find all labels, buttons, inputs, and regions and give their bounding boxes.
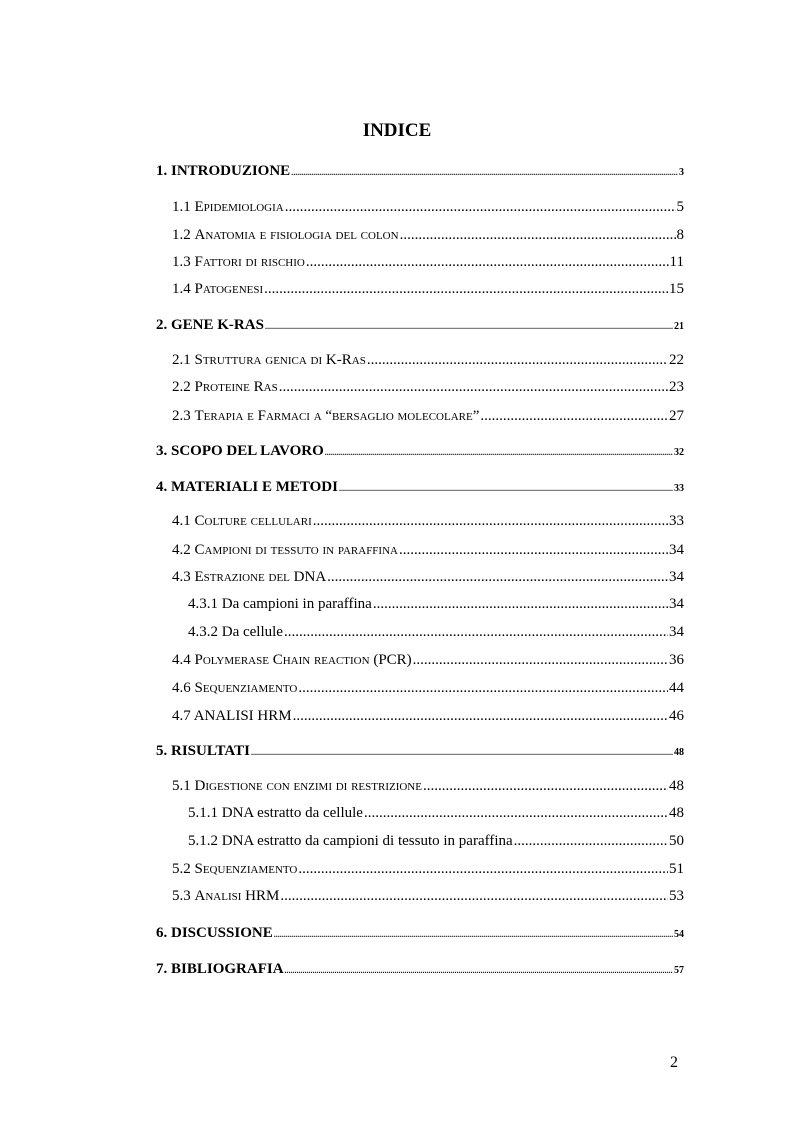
toc-page-number: 34 xyxy=(669,624,684,640)
toc-entry-5-3[interactable] xyxy=(172,886,684,906)
toc-leader-dots xyxy=(298,859,668,879)
toc-leader-dots xyxy=(285,961,673,981)
toc-entry-2-2[interactable] xyxy=(172,377,684,397)
toc-leader-dots xyxy=(274,925,673,945)
toc-leader-dots xyxy=(327,567,668,587)
toc-page-number: 33 xyxy=(669,513,684,529)
toc-entry-2-3[interactable] xyxy=(172,406,684,426)
toc-leader-dots xyxy=(306,252,669,272)
toc-leader-dots xyxy=(339,479,673,499)
toc-page-number: 34 xyxy=(669,596,684,612)
toc-leader-dots xyxy=(291,163,678,183)
toc-entry-label: 5.1.1 DNA estratto da cellule xyxy=(188,805,363,821)
toc-entry-label: 1. INTRODUZIONE xyxy=(156,163,291,179)
toc-leader-dots xyxy=(514,831,668,851)
toc-page-number: 46 xyxy=(669,708,684,724)
toc-leader-dots xyxy=(400,225,676,245)
toc-leader-dots xyxy=(480,406,668,426)
toc-page-number: 48 xyxy=(674,747,684,758)
toc-page-number: 15 xyxy=(669,281,684,297)
toc-leader-dots xyxy=(251,743,673,763)
toc-entry-label: 7. BIBLIOGRAFIA xyxy=(156,961,284,977)
toc-entry-label: 4.2 Campioni di tessuto in paraffina xyxy=(172,542,398,558)
toc-leader-dots xyxy=(284,622,668,642)
toc-entry-6[interactable] xyxy=(156,923,684,945)
toc-leader-dots xyxy=(279,377,668,397)
toc-leader-dots xyxy=(285,197,676,217)
toc-page-number: 48 xyxy=(669,805,684,821)
toc-entry-label: 2.1 Struttura genica di K-Ras xyxy=(172,352,366,368)
toc-entry-label: 4.3 Estrazione del DNA xyxy=(172,569,327,585)
toc-entry-5-1-2[interactable] xyxy=(188,831,684,851)
toc-leader-dots xyxy=(373,594,668,614)
toc-entry-4-7[interactable] xyxy=(172,706,684,726)
toc-entry-label: 1.4 Patogenesi xyxy=(172,281,264,297)
toc-entry-label: 5.2 Sequenziamento xyxy=(172,861,298,877)
toc-page-number: 5 xyxy=(676,199,684,215)
toc-entry-2-1[interactable] xyxy=(172,350,684,370)
toc-leader-dots xyxy=(399,540,668,560)
toc-page-number: 44 xyxy=(669,680,684,696)
toc-entry-3[interactable] xyxy=(156,441,684,463)
toc-entry-label: 4.4 Polymerase Chain reaction (PCR) xyxy=(172,652,412,668)
toc-entry-4-3-1[interactable] xyxy=(188,594,684,614)
toc-title: INDICE xyxy=(362,120,432,141)
toc-entry-label: 5.1 Digestione con enzimi di restrizione xyxy=(172,778,422,794)
toc-entry-5-1-1[interactable] xyxy=(188,803,684,823)
toc-entry-4[interactable] xyxy=(156,477,684,499)
toc-leader-dots xyxy=(423,776,668,796)
toc-entry-label: 3. SCOPO DEL LAVORO xyxy=(156,443,324,459)
toc-entry-label: 4.3.1 Da campioni in paraffina xyxy=(188,596,372,612)
toc-page-number: 27 xyxy=(669,408,684,424)
toc-entry-1-2[interactable] xyxy=(172,225,684,245)
toc-entry-2[interactable] xyxy=(156,315,684,337)
toc-page-number: 3 xyxy=(679,167,684,178)
toc-entry-1-3[interactable] xyxy=(172,252,684,272)
toc-page-number: 11 xyxy=(669,254,684,270)
toc-entry-label: 5. RISULTATI xyxy=(156,743,250,759)
toc-leader-dots xyxy=(265,317,673,337)
toc-leader-dots xyxy=(298,678,668,698)
toc-entry-5[interactable] xyxy=(156,741,684,763)
toc-entry-4-6[interactable] xyxy=(172,678,684,698)
toc-entry-label: 5.1.2 DNA estratto da campioni di tessuto in paraffina xyxy=(188,833,513,849)
toc-leader-dots xyxy=(364,803,668,823)
toc-entry-label: 4.3.2 Da cellule xyxy=(188,624,283,640)
toc-page-number: 54 xyxy=(674,929,684,940)
toc-page-number: 36 xyxy=(669,652,684,668)
toc-page-number: 33 xyxy=(674,483,684,494)
toc-entry-5-2[interactable] xyxy=(172,859,684,879)
toc-page-number: 34 xyxy=(669,542,684,558)
toc-page-number: 21 xyxy=(674,321,684,332)
toc-page-number: 50 xyxy=(669,833,684,849)
toc-entry-1-1[interactable] xyxy=(172,197,684,217)
toc-page-number: 51 xyxy=(669,861,684,877)
toc-entry-label: 2.3 Terapia e Farmaci a “bersaglio molecolare” xyxy=(172,408,480,424)
toc-entry-4-1[interactable] xyxy=(172,511,684,531)
toc-entry-1-4[interactable] xyxy=(172,279,684,299)
toc-leader-dots xyxy=(313,511,668,531)
toc-entry-label: 4.1 Colture cellulari xyxy=(172,513,312,529)
toc-page-number: 23 xyxy=(669,379,684,395)
toc-entry-label: 4.7 ANALISI HRM xyxy=(172,708,292,724)
toc-entry-7[interactable] xyxy=(156,959,684,981)
toc-leader-dots xyxy=(367,350,668,370)
toc-leader-dots xyxy=(264,279,668,299)
toc-page-number: 32 xyxy=(674,447,684,458)
toc-entry-label: 1.3 Fattori di rischio xyxy=(172,254,305,270)
toc-leader-dots xyxy=(293,706,668,726)
toc-entry-1[interactable] xyxy=(156,161,684,183)
toc-page-number: 57 xyxy=(674,965,684,976)
toc-entry-label: 6. DISCUSSIONE xyxy=(156,925,273,941)
toc-entry-label: 5.3 Analisi HRM xyxy=(172,888,280,904)
toc-entry-4-3-2[interactable] xyxy=(188,622,684,642)
toc-page-number: 34 xyxy=(669,569,684,585)
toc-entry-4-2[interactable] xyxy=(172,540,684,560)
toc-entry-4-3[interactable] xyxy=(172,567,684,587)
toc-leader-dots xyxy=(413,650,668,670)
toc-entry-label: 2.2 Proteine Ras xyxy=(172,379,278,395)
toc-entry-5-1[interactable] xyxy=(172,776,684,796)
toc-page-number: 22 xyxy=(669,352,684,368)
toc-entry-label: 2. GENE K-RAS xyxy=(156,317,264,333)
toc-leader-dots xyxy=(325,443,673,463)
toc-entry-label: 4.6 Sequenziamento xyxy=(172,680,298,696)
toc-entry-label: 1.2 Anatomia e fisiologia del colon xyxy=(172,227,399,243)
toc-page-number: 8 xyxy=(676,227,684,243)
toc-page-number: 48 xyxy=(669,778,684,794)
page-number: 2 xyxy=(670,1054,678,1071)
toc-entry-label: 4. MATERIALI E METODI xyxy=(156,479,338,495)
toc-leader-dots xyxy=(280,886,668,906)
toc-entry-4-4[interactable] xyxy=(172,650,684,670)
toc-entry-label: 1.1 Epidemiologia xyxy=(172,199,284,215)
toc-page-number: 53 xyxy=(669,888,684,904)
